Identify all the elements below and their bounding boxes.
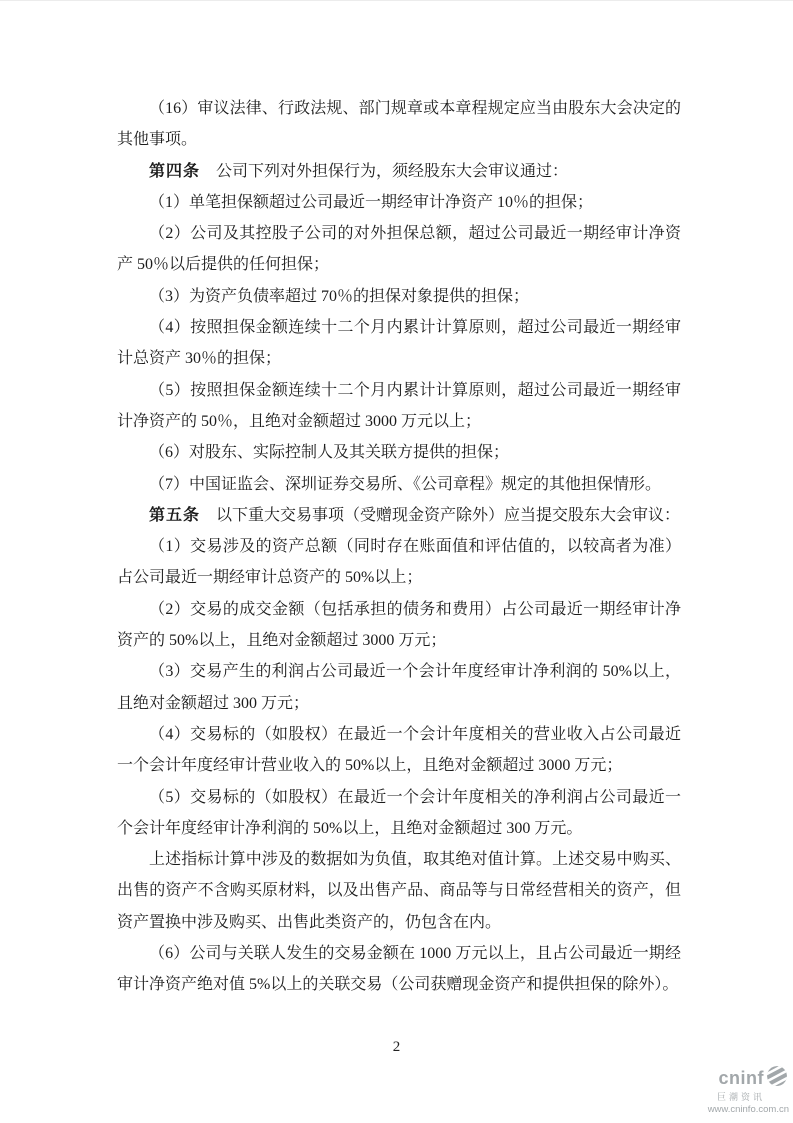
paragraph-text: （1）单笔担保额超过公司最近一期经审计净资产 10％的担保； bbox=[149, 193, 594, 211]
paragraph bbox=[117, 312, 681, 375]
paragraph bbox=[117, 844, 681, 938]
paragraph bbox=[117, 531, 681, 594]
cninfo-logo-wordmark: cninf bbox=[718, 1068, 764, 1088]
paragraph bbox=[117, 93, 681, 156]
paragraph-text: （6）公司与关联人发生的交易金额在 1000 万元以上，且占公司最近一期经审计净资产绝对值 5%以上的关联交易（公司获赠现金资产和提供担保的除外）。 bbox=[117, 945, 681, 994]
paragraph-text: （7）中国证监会、深圳证券交易所、《公司章程》规定的其他担保情形。 bbox=[149, 475, 662, 493]
paragraph bbox=[117, 218, 681, 281]
paragraph-text: （2）公司及其控股子公司的对外担保总额，超过公司最近一期经审计净资产 50％以后提供的任何担保； bbox=[117, 225, 681, 274]
paragraph bbox=[117, 782, 681, 845]
paragraph-text: （2）交易的成交金额（包括承担的债务和费用）占公司最近一期经审计净资产的 50%以上，且绝对金额超过 3000 万元； bbox=[117, 600, 681, 650]
paragraph bbox=[117, 281, 681, 312]
paragraph-text: （1）交易涉及的资产总额（同时存在账面值和评估值的，以较高者为准）占公司最近一期经审计总资产的 50%以上； bbox=[117, 538, 681, 587]
article-heading: 第五条 bbox=[149, 506, 201, 524]
paragraph bbox=[117, 156, 681, 187]
paragraph-text: （4）交易标的（如股权）在最近一个会计年度相关的营业收入占公司最近一个会计年度经审计营业收入的 50%以上，且绝对金额超过 3000 万元； bbox=[117, 725, 681, 775]
paragraph bbox=[117, 500, 681, 531]
cninfo-logo-row bbox=[703, 1065, 789, 1091]
paragraph bbox=[117, 469, 681, 500]
paragraph-text: （4）按照担保金额连续十二个月内累计计算原则，超过公司最近一期经审计总资产 30％的担保； bbox=[117, 319, 681, 368]
paragraph bbox=[117, 437, 681, 468]
paragraph-text: 以下重大交易事项（受赠现金资产除外）应当提交股东大会审议： bbox=[200, 506, 681, 524]
paragraph bbox=[117, 938, 681, 1001]
paragraph-text: （6）对股东、实际控制人及其关联方提供的担保； bbox=[149, 444, 510, 462]
page-number: 2 bbox=[392, 1039, 401, 1055]
paragraph-text: （3）交易产生的利润占公司最近一个会计年度经审计净利润的 50%以上，且绝对金额超过 300 万元； bbox=[117, 663, 681, 712]
paragraph-text: 公司下列对外担保行为，须经股东大会审议通过： bbox=[200, 162, 569, 180]
paragraph bbox=[117, 719, 681, 782]
paragraph bbox=[117, 594, 681, 657]
paragraph-text: （5）按照担保金额连续十二个月内累计计算原则，超过公司最近一期经审计净资产的 50％，且绝对金额超过 3000 万元以上； bbox=[117, 381, 681, 430]
paragraph bbox=[117, 187, 681, 218]
paragraph bbox=[117, 656, 681, 719]
article-heading: 第四条 bbox=[149, 162, 201, 180]
cninfo-logo-url: www.cninfo.com.cn bbox=[707, 1104, 789, 1115]
paragraph bbox=[117, 375, 681, 438]
paragraph-text: （16）审议法律、行政法规、部门规章或本章程规定应当由股东大会决定的其他事项。 bbox=[117, 100, 681, 149]
cninfo-swirl-icon bbox=[765, 1065, 789, 1091]
cninfo-logo bbox=[703, 1065, 789, 1115]
paragraph-text: （5）交易标的（如股权）在最近一个会计年度相关的净利润占公司最近一个会计年度经审计净利润的 50%以上，且绝对金额超过 300 万元。 bbox=[117, 788, 681, 837]
cninfo-logo-chinese: 巨潮资讯 bbox=[717, 1092, 766, 1102]
paragraph-text: （3）为资产负债率超过 70％的担保对象提供的担保； bbox=[149, 287, 530, 305]
paragraph-text: 上述指标计算中涉及的数据如为负值，取其绝对值计算。上述交易中购买、出售的资产不含购买原材料，以及出售产品、商品等与日常经营相关的资产，但资产置换中涉及购买、出售此类资产的，仍包含在内。 bbox=[117, 851, 681, 931]
document-body bbox=[117, 93, 681, 1001]
